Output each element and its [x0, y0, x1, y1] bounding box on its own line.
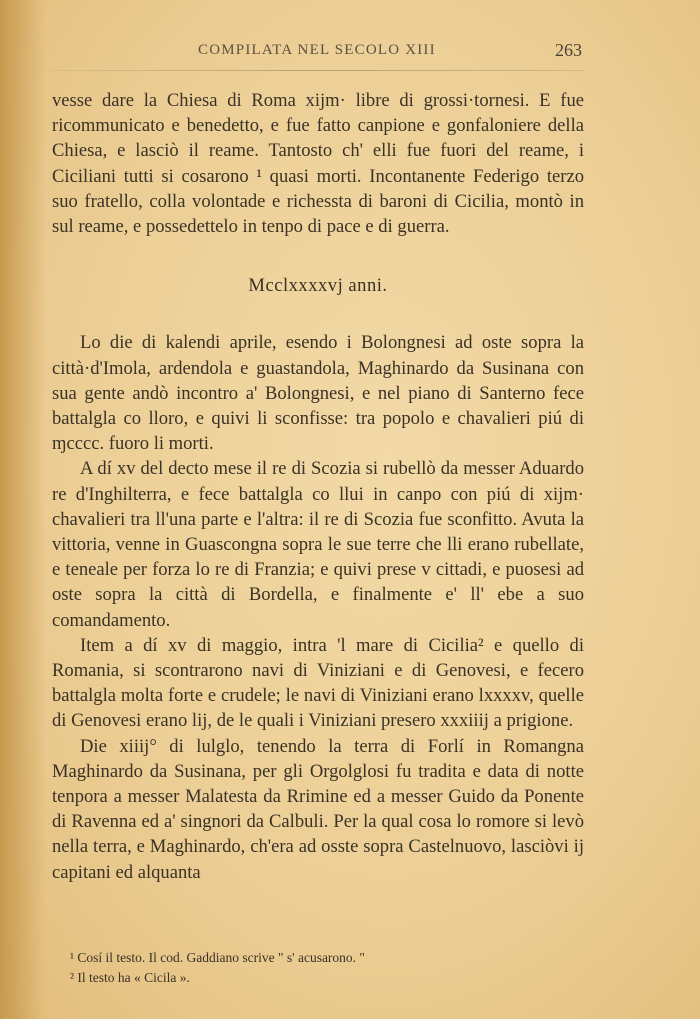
paragraph: Die xiiij° di lulglo, tenendo la terra di Forlí in Romangna Maghinardo da Susinana, per gli Orgolglosi fu tradita e data di notte tenpora a messer Malatesta da Rrimine ed a messer Guido da Ponente di Ravenna ed a' singnori da Calbuli. Per la qual cosa lo romore si levò nella terra, e Maghinardo, ch'era ad osste sopra Castelnuovo, lasciòvi ij capitani ed alquanta: [52, 735, 584, 883]
header-rule: [50, 70, 584, 71]
footnotes: [70, 948, 570, 988]
running-title: COMPILATA NEL SECOLO XIII: [198, 42, 436, 58]
running-header: [0, 42, 700, 66]
main-text: [52, 88, 584, 885]
year-heading: Mcclxxxxvj anni.: [248, 275, 388, 297]
paragraph-continuation: vesse dare la Chiesa di Roma xijm· libre di grossi·tornesi. E fue ricommunicato e benedetto, e fue fatto canpione e gonfaloniere della Chiesa, e lasciò il reame. Tantosto ch' elli fue fuori del reame, i Ciciliani tutti si cosarono ¹ quasi morti. Incontanente Federigo terzo suo fratello, colla volontade e richessta di baroni di Cicilia, montò in sul reame, e possedettelo in tenpo di pace e di guerra.: [52, 90, 584, 238]
paragraph: Item a dí xv di maggio, intra 'l mare di Cicilia² e quello di Romania, si scontrarono navi di Viniziani e di Genovesi, e fecero battalgla molta forte e crudele; le navi di Viniziani erano lxxxxv, quelle di Genovesi erano lij, de le quali i Viniziani presero xxxiiij a prigione.: [52, 634, 584, 732]
footnote-2: ² Il testo ha « Cicila ».: [70, 970, 190, 985]
paragraph: A dí xv del decto mese il re di Scozia si rubellò da messer Aduardo re d'Inghilterra, e fece battalgla co llui in canpo con piú di xijm· chavalieri tra ll'una parte e l'altra: il re di Scozia fue sconfitto. Avuta la vittoria, venne in Guascongna sopra le sue terre che lli erano rubellate, e teneale per forza lo re di Franzia; e quivi prese v cittadi, e puosesi ad oste sopra la città di Bordella, e finalmente e' ll' ebe a suo comandamento.: [52, 458, 584, 631]
page-edge-shadow: [0, 0, 46, 1019]
paragraph: Lo die di kalendi aprile, esendo i Bolongnesi ad oste sopra la città·d'Imola, ardendola e guastandola, Maghinardo da Susinana con sua gente andò incontro a' Bolongnesi, e nel piano di Santerno fece battalgla co lloro, e quivi li sconfisse: tra popolo e chavalieri piú di ɱcccc. fuoro li morti.: [52, 332, 584, 455]
page-number: 263: [555, 40, 582, 60]
footnote-1: ¹ Cosí il testo. Il cod. Gaddiano scrive " s' acusarono. ": [70, 950, 365, 965]
